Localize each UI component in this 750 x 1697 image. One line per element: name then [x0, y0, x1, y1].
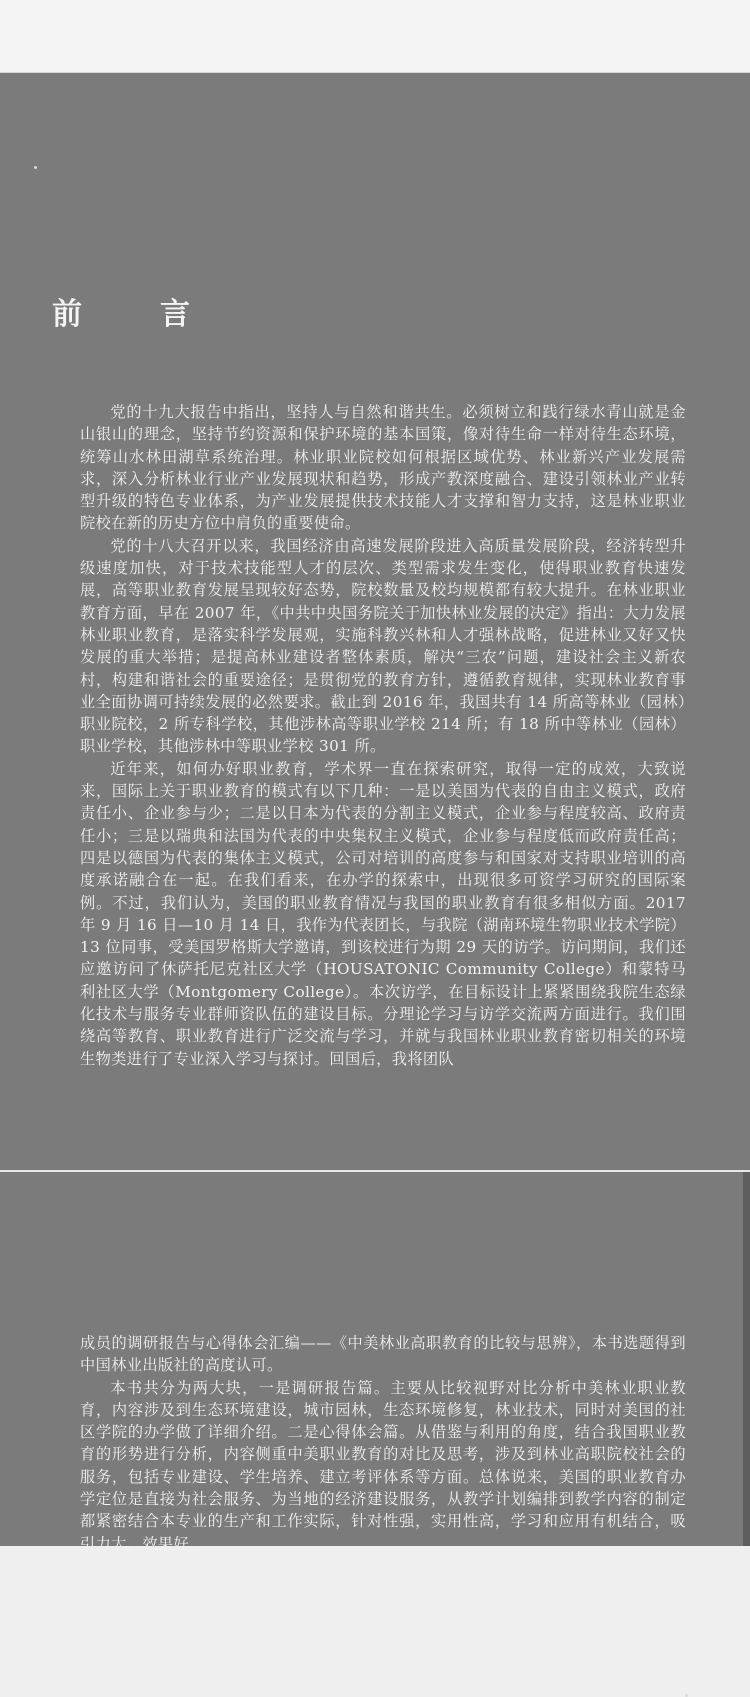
scan-top-margin: [0, 0, 750, 73]
paragraph: 近年来，如何办好职业教育，学术界一直在探索研究，取得一定的成效，大致说来，国际上关于职业教育的模式有以下几种：一是以美国为代表的自由主义模式，政府责任小、企业参与少；二是以日本为代表的分割主义模式，企业参与程度较高、政府责任小；三是以瑞典和法国为代表的中央集权主义模式，企业参与程度低而政府责任高；四是以德国为代表的集体主义模式，公司对培训的高度参与和国家对支持职业培训的高度承诺融合在一起。在我们看来，在办学的探索中，出现很多可资学习研究的国际案例。不过，我们认为，美国的职业教育情况与我国的职业教育有很多相似方面。2017 年 9 月 16 日—10 月 14 日，我作为代表团长，与我院（湖南环境生物职业技术学院）13 位同事，受美国罗格斯大学邀请，到该校进行为期 29 天的访学。访问期间，我们还应邀访问了休萨托尼克社区大学（HOUSATONIC Community College）和蒙特马利社区大学（Montgomery College）。本次访学，在目标设计上紧紧围绕我院生态绿化技术与服务专业群师资队伍的建设目标。分理论学习与访学交流两方面进行。我们围绕高等教育、职业教育进行广泛交流与学习，并就与我国林业职业教育密切相关的环境生物类进行了专业深入学习与探讨。回国后，我将团队: [80, 759, 686, 1068]
page-preface-first: [0, 73, 750, 1170]
scan-speck: [34, 166, 37, 169]
paragraph: 本书共分为两大块，一是调研报告篇。主要从比较视野对比分析中美林业职业教育，内容涉及到生态环境建设，城市园林，生态环境修复，林业技术，同时对美国的社区学院的办学做了详细介绍。二是心得体会篇。从借鉴与利用的角度，结合我国职业教育的形势进行分析，内容侧重中美职业教育的对比及思考，涉及到林业高职院校社会的服务，包括专业建设、学生培养、建立考评体系等方面。总体说来，美国的职业教育办学定位是直接为社会服务、为当地的经济建设服务，从教学计划编排到教学内容的制定都紧密结合本专业的生产和工作实际，针对性强，实用性高，学习和应用有机结合，吸引力大，效果好。: [80, 1378, 686, 1553]
page-preface-second: [0, 1172, 750, 1553]
paragraph: 成员的调研报告与心得体会汇编——《中美林业高职教育的比较与思辨》，本书选题得到中国林业出版社的高度认可。: [80, 1334, 686, 1375]
paragraph: 党的十九大报告中指出，坚持人与自然和谐共生。必须树立和践行绿水青山就是金山银山的理念，坚持节约资源和保护环境的基本国策，像对待生命一样对待生态环境，统筹山水林田湖草系统治理。林业职业院校如何根据区域优势、林业新兴产业发展需求，深入分析林业行业产业发展现状和趋势，形成产教深度融合、建设引领林业产业转型升级的特色专业体系，为产业发展提供技术技能人才支撑和智力支持，这是林业职业院校在新的历史方位中肩负的重要使命。: [80, 403, 686, 533]
paragraph: 党的十八大召开以来，我国经济由高速发展阶段进入高质量发展阶段，经济转型升级速度加快，对于技术技能型人才的层次、类型需求发生变化，使得职业教育快速发展，高等职业教育发展呈现较好态势，院校数量及校均规模都有较大提升。在林业职业教育方面，早在 2007 年，《中共中央国务院关于加快林业发展的决定》指出：大力发展林业职业教育，是落实科学发展观，实施科教兴林和人才强林战略，促进林业又好又快发展的重大举措；是提高林业建设者整体素质，解决“三农”问题，建设社会主义新农村，构建和谐社会的重要途径；是贯彻党的教育方针，遵循教育规律，实现林业教育事业全面协调可持续发展的必然要求。截止到 2016 年，我国共有 14 所高等林业（园林）职业院校，2 所专科学校，其他涉林高等职业学校 214 所；有 18 所中等林业（园林）职业学校，其他涉林中等职业学校 301 所。: [80, 536, 686, 756]
page-edge-shadow: [743, 1172, 750, 1546]
preface-body: [80, 401, 686, 1070]
page-heading: 前 言: [52, 297, 214, 332]
preface-body-continued: [80, 1332, 686, 1555]
